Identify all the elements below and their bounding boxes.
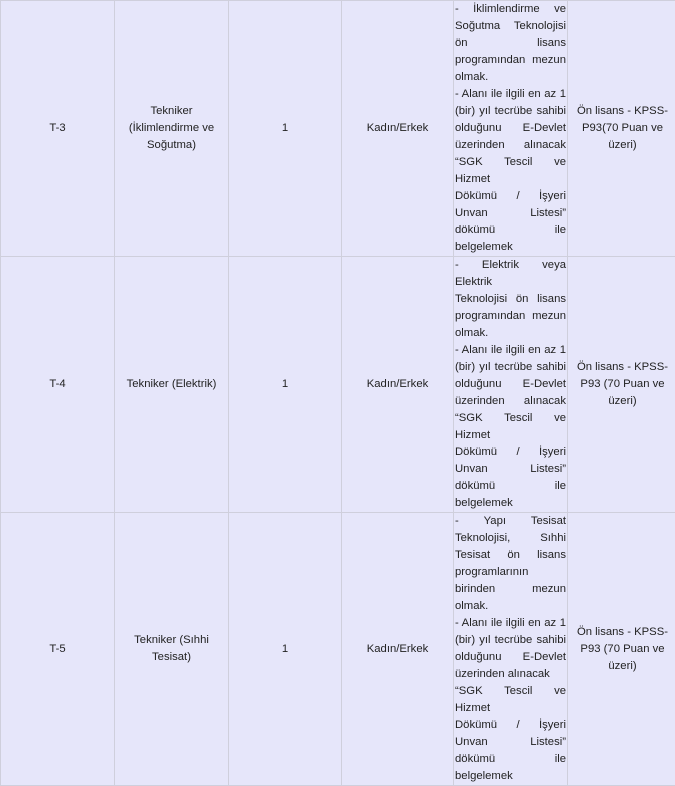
requirement-line: birinden mezun [455, 581, 566, 598]
requirement-line: (bir) yıl tecrübe sahibi [455, 632, 566, 649]
requirement-line: Dökümü / İşyeri [455, 444, 566, 461]
requirement-line: olmak. [455, 69, 566, 86]
requirement-line: ön lisans [455, 35, 566, 52]
position-count: 1 [229, 1, 342, 257]
requirement-line: - Alanı ile ilgili en az 1 [455, 342, 566, 359]
requirement-line: Dökümü / İşyeri [455, 717, 566, 734]
requirement-line: - Alanı ile ilgili en az 1 [455, 86, 566, 103]
requirement-line: üzerinden alınacak [455, 666, 566, 683]
requirement-line: olduğunu E-Devlet [455, 120, 566, 137]
requirement-line: “SGK Tescil ve Hizmet [455, 683, 566, 717]
position-requirements [454, 1, 568, 257]
position-title: Tekniker (Elektrik) [115, 257, 229, 513]
position-score-requirement: Ön lisans - KPSS-P93 (70 Puan ve üzeri) [568, 513, 675, 786]
table-row [1, 513, 675, 786]
requirement-line: dökümü ile [455, 222, 566, 239]
position-requirements [454, 257, 568, 513]
requirement-line: üzerinden alınacak [455, 137, 566, 154]
requirement-line: belgelemek [455, 495, 566, 512]
requirement-line: programlarının [455, 564, 566, 581]
requirement-line: Dökümü / İşyeri [455, 188, 566, 205]
position-score-requirement: Ön lisans - KPSS-P93 (70 Puan ve üzeri) [568, 257, 675, 513]
position-code: T-3 [1, 1, 115, 257]
requirement-line: Unvan Listesi” [455, 734, 566, 751]
requirement-line: (bir) yıl tecrübe sahibi [455, 359, 566, 376]
position-requirements [454, 513, 568, 786]
requirement-line: - Alanı ile ilgili en az 1 [455, 615, 566, 632]
requirement-line: olmak. [455, 325, 566, 342]
requirement-line: olduğunu E-Devlet [455, 376, 566, 393]
requirement-line: belgelemek [455, 239, 566, 256]
position-count: 1 [229, 257, 342, 513]
requirement-line: dökümü ile [455, 478, 566, 495]
requirement-line: Teknolojisi, Sıhhi [455, 530, 566, 547]
requirement-line: dökümü ile [455, 751, 566, 768]
position-score-requirement: Ön lisans - KPSS-P93(70 Puan ve üzeri) [568, 1, 675, 257]
position-title: Tekniker (Sıhhi Tesisat) [115, 513, 229, 786]
position-code: T-4 [1, 257, 115, 513]
requirement-line: (bir) yıl tecrübe sahibi [455, 103, 566, 120]
position-gender: Kadın/Erkek [342, 513, 454, 786]
position-gender: Kadın/Erkek [342, 257, 454, 513]
table-row [1, 1, 675, 257]
requirement-line: - Elektrik veya Elektrik [455, 257, 566, 291]
position-title: Tekniker (İklimlendirme ve Soğutma) [115, 1, 229, 257]
requirement-line: olmak. [455, 598, 566, 615]
requirement-line: programından mezun [455, 308, 566, 325]
requirement-line: Unvan Listesi” [455, 205, 566, 222]
requirement-line: - Yapı Tesisat [455, 513, 566, 530]
requirement-line: Unvan Listesi” [455, 461, 566, 478]
position-count: 1 [229, 513, 342, 786]
requirement-line: “SGK Tescil ve Hizmet [455, 154, 566, 188]
requirement-line: - İklimlendirme ve [455, 1, 566, 18]
position-code: T-5 [1, 513, 115, 786]
requirement-line: Tesisat ön lisans [455, 547, 566, 564]
table-row [1, 257, 675, 513]
requirement-line: “SGK Tescil ve Hizmet [455, 410, 566, 444]
requirement-line: üzerinden alınacak [455, 393, 566, 410]
requirement-line: belgelemek [455, 768, 566, 785]
requirement-line: olduğunu E-Devlet [455, 649, 566, 666]
position-gender: Kadın/Erkek [342, 1, 454, 257]
requirement-line: Soğutma Teknolojisi [455, 18, 566, 35]
requirement-line: programından mezun [455, 52, 566, 69]
requirement-line: Teknolojisi ön lisans [455, 291, 566, 308]
